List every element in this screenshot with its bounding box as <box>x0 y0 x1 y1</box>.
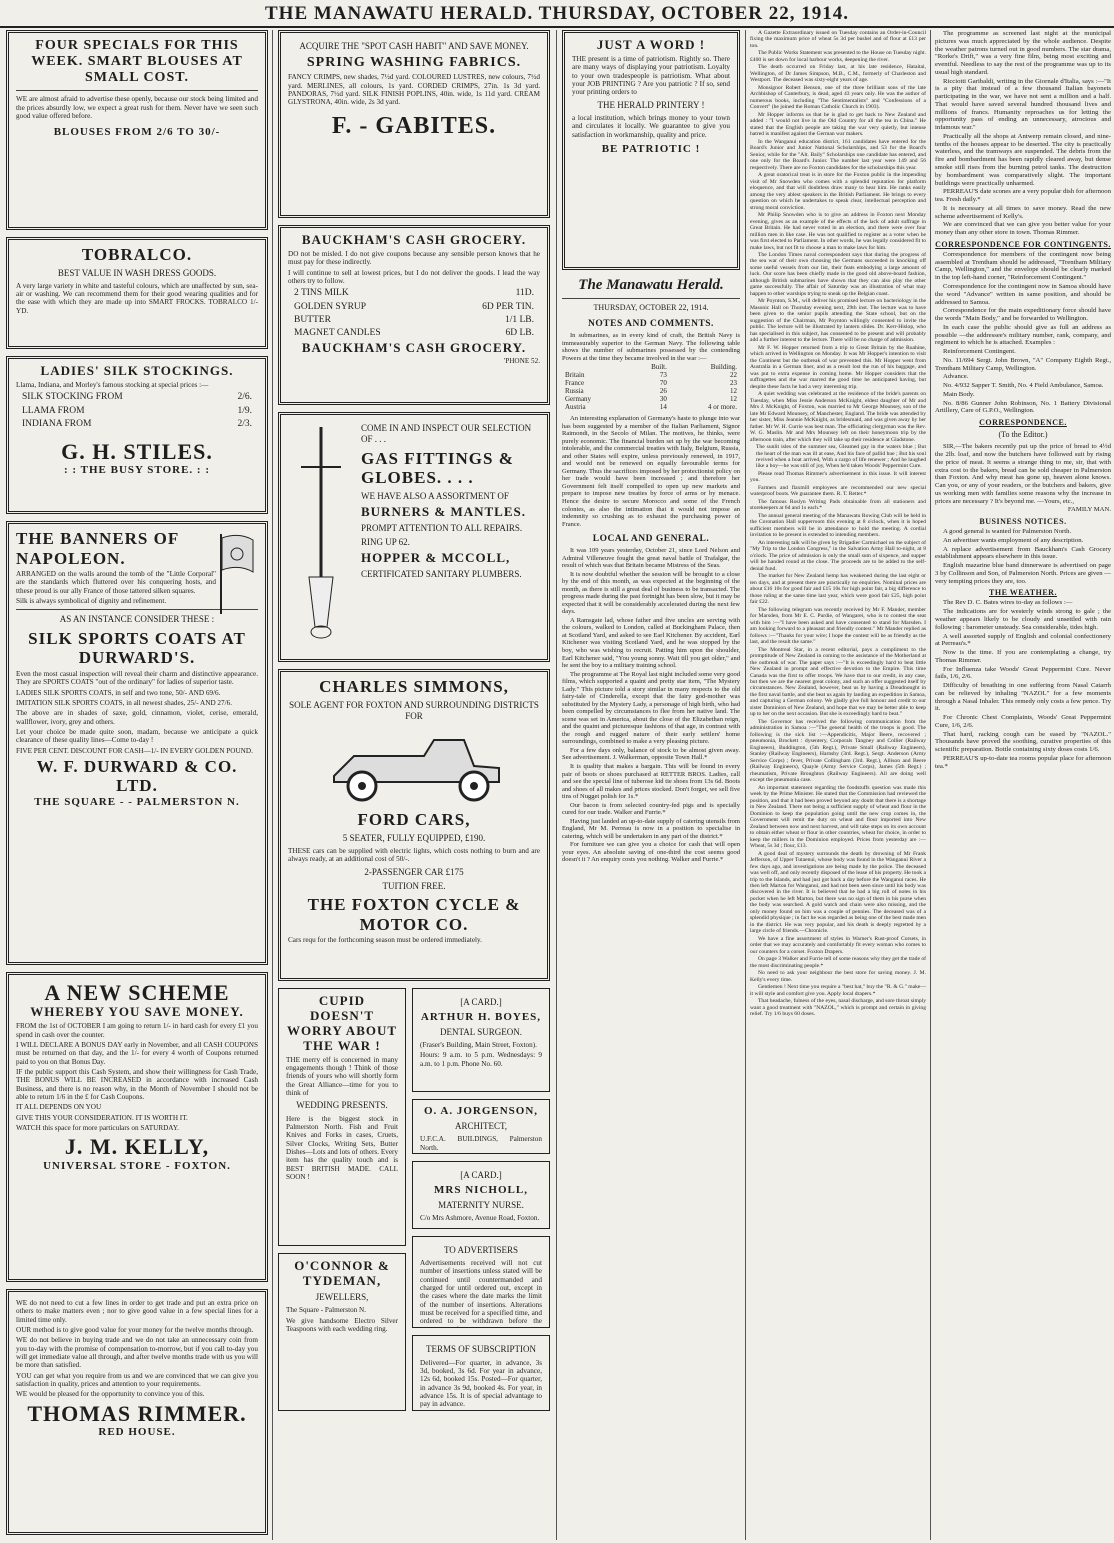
advertisers-body: Advertisements received will not cut number of insertions unless stated will be continued until countermanded and charged for until ordered out, except in the cases where the date marks the limit of the number of insertions. Alterations must be received for a specified time, and ordered to be withdrawn before the <box>420 1258 542 1326</box>
ad-hopper <box>278 412 550 662</box>
article-paragraph: We have a fine assortment of styles in Warner's Rust-proof Corsets, in order that we may accurately and comfortably fit every woman who comes to our counters for a corset. Foxton Drapers. <box>750 935 926 955</box>
bauckham-item: MAGNET CANDLES 6D LB. <box>294 328 534 339</box>
blouses-title: FOUR SPECIALS FOR THIS WEEK. SMART BLOUSES AT SMALL COST. <box>31 38 243 86</box>
weather-heading: THE WEATHER. <box>989 588 1057 598</box>
napoleon-body: Silk is always symbolical of dignity and refinement. <box>16 597 167 606</box>
article-paragraph: Monsignor Robert Benson, one of the three brilliant sons of the late Archbishop of Canterbury, is dead, aged 43 years only. He was the author of numerous books, including "The Sentimentalists" and "Confessions of a Convert" (he joined the Roman Catholic Church in 1903). <box>750 84 926 111</box>
ad-bauckham <box>278 225 550 405</box>
correspondence-sub: (To the Editor.) <box>998 430 1048 440</box>
article-paragraph: Mr Poynton, S.M., will deliver his promised lecture on bacteriology in the Masonic Hall on Thursday evening next, 29th inst. The lecture was to have been given to the senior pupils attending the State school, but on the suggestion of the Chairman, Mr Poynton willingly consented to invite the public. The lecture will be illustrated by lantern slides. Dr. Kerr-Hislop, who has specialised in this subject, has consented to be present and will probably add a further interest to the lecture. There will be no charge of admission. <box>750 298 926 344</box>
napoleon-title: THE BANNERS OF NAPOLEON. <box>16 529 179 568</box>
boyes-card: [A CARD.] <box>460 997 502 1007</box>
napoleon-body: Even the most casual inspection will reveal their charm and distinctive appearance. They are SPORTS COATS "out of the ordinary" for ladies of superior taste. <box>16 669 258 687</box>
article-paragraph: It is necessary at all times to save money. Read the new scheme advertisement of Kelly's. <box>935 204 1111 220</box>
hopper-text: COME IN AND INSPECT OUR SELECTION OF . . . <box>361 423 532 445</box>
article-paragraph: On page 3 Walker and Furrie tell of some reasons why they get the trade of the most discriminating people.* <box>750 956 926 969</box>
weather-paragraph: Now is the time. If you are contemplating a change, try Thomas Rimmer. <box>935 649 1111 664</box>
article-paragraph: The Governor has received the following communication from the administration in Samoa :—"The general health of the troops is good. The following is the sick list :—Appendicitis, Major Beere, recovered ; pneumonia, Brockett : dysentery, Corporals Tangney and Collier (Railway Engineers), Buddington, (5th Regt.), Private Small (Railway Engineers), Stanley (Railway Engineers), Harnsby (3rd. Regt.), Sergt. Anderson (Army Service Corps) ; fever, Private Collingham (3rd. Regt.), Allison and Beere (Railway Engineers), Quayle (Army Service Corps), James (5th Regt.) ; rheumatism, Private Broughton (Railway Engineers). All are doing well except the pneumonia case. <box>750 718 926 784</box>
notice-subscription <box>412 1335 550 1411</box>
justword-title: JUST A WORD ! <box>596 37 706 52</box>
bauckham-item: 2 TINS MILK 11D. <box>294 288 534 299</box>
business-notice: A replace advertisement from Bauckham's Cash Grocery establishment appears elsewhere in this issue. <box>935 545 1111 561</box>
article-paragraph: Correspondence for the main expeditionary force should have the words "Main Body," and be forwarded to Wellington. <box>935 307 1111 323</box>
kelly-title: A NEW SCHEME <box>44 980 230 1005</box>
justword-foot: BE PATRIOTIC ! <box>601 142 701 155</box>
correspondence-heading: CORRESPONDENCE. <box>979 418 1067 428</box>
notes-heading: NOTES AND COMMENTS. <box>588 319 714 329</box>
article-paragraph: Practically all the shops at Antwerp remain closed, and nine-tenths of the houses appear to be deserted. The city is practically waterless, and the tramways are suspended. The debris from the fire and bombardment has been rapidly cleared away, but dense smoke still rises from the burning petrol tanks. The destruction by bombardment was comparatively slight. The important buildings were practically unharmed. <box>935 132 1111 187</box>
hopper-text: RING UP 62. <box>361 537 410 548</box>
foxton-cycle-firm: THE FOXTON CYCLE & MOTOR CO. <box>307 895 521 934</box>
weather-paragraph: That hard, racking cough can be eased by "NAZOL." Thousands have proved the soothing, curative properties of this scientific preparation. Bottle containing sixty doses costs 1/6. <box>935 730 1111 754</box>
silk-item: LLAMA FROM 1/9. <box>22 405 252 416</box>
kelly-body: IT ALL DEPENDS ON YOU <box>16 1103 102 1112</box>
bauckham-title: BAUCKHAM'S CASH GROCERY. <box>301 232 527 247</box>
simmons-tuition: TUITION FREE. <box>382 880 446 891</box>
oconnor-sub: JEWELLERS, <box>315 1292 369 1303</box>
article-paragraph: In submarines, as in every kind of craft, the British Navy is immeasurably superior to the German Navy. The following table shows the number of submarines possessed by the contending Powers at the time they became involved in the war :— <box>562 332 740 362</box>
bauckham-phone: 'PHONE 52. <box>503 357 540 366</box>
ad-jorgenson <box>412 1099 550 1153</box>
kelly-name: J. M. KELLY, <box>64 1134 210 1160</box>
poem-paragraph: The sunlit isles of the summer sea, Gleamed gay in the waters blue ; But the heart of the man was ill at ease, And his face of pallid hue ; But his soul revived when a boat arrived, With a cargo of life renewer ; And he laughed like a boy—he was still of joy, When he'd taken Woods' Peppermint Cure. <box>756 444 926 470</box>
blouses-body: WE are almost afraid to advertise these openly, because our stock being limited and the prices absurdly low, we expect a great rush for them. Never have we seen such good value offered before. <box>16 95 258 120</box>
durward-address: THE SQUARE - - PALMERSTON N. <box>34 796 240 808</box>
blouses-price: BLOUSES FROM 2/6 TO 30/- <box>53 126 221 139</box>
oconnor-address: The Square - Palmerston N. <box>286 1306 367 1315</box>
article-paragraph: The London Times naval correspondent says that during the progress of the sea war of their own choosing the Germans succeeded in knocking off some useful vessels from our list, their feats embodying a large amount of luck. Our score has been chiefly made in the good old above-board fashion, although British submarines have shown that they can also play the other game successfully. The affair of Saturday was an illustration of what may happen to other warships trying to sneak up the Belgian coast. <box>750 251 926 297</box>
simmons-name: CHARLES SIMMONS, <box>319 677 509 696</box>
silk-title: LADIES' SILK STOCKINGS. <box>40 363 234 378</box>
hopper-burners: BURNERS & MANTLES. <box>361 503 526 519</box>
napoleon-body: The above are in shades of saxe, gold, cinnamon, violet, cerise, emerald, wallflower, ivory, grey and others. <box>16 709 258 726</box>
rimmer-body: OUR method is to give good value for your money for the twelve months through. <box>16 1326 254 1335</box>
article-paragraph: The market for New Zealand hemp has weakened during the last eight or ten days, and at present there are practically no enquiries. Nominal prices are about £16 10s for good fair and £15 10s for high point fair, a big difference to those ruling at the same time last year, which were good fair £25, high point fair £22. <box>750 573 926 606</box>
hopper-text: WE HAVE ALSO A ASSORTMENT OF <box>361 490 509 501</box>
article-paragraph: Mr F. W. Hopper returned from a trip to Great Britain by the Ruahine, which arrived in Wellington on Monday. It was Mr Hopper's intention to visit the Continent but the outbreak of war prevented this. Mr Hopper went from Australia in a German liner, and as a result lost the run of his baggage, and was put to extra expense in coming home. Mr Hopper considers that the suffragettes and the war marred the good time he anticipated having, but despite these facts he had a very interesting trip. <box>750 344 926 390</box>
column-divider <box>272 30 273 1540</box>
table-row: France 70 23 <box>565 379 737 388</box>
ad-silk-stockings <box>6 356 268 514</box>
boyes-hours: Hours: 9 a.m. to 5 p.m. Wednesdays: 9 a.m. to 1 p.m. Phone No. 60. <box>420 1051 542 1068</box>
simmons-two-passenger: 2-PASSENGER CAR £175 <box>364 866 464 877</box>
subscription-title: TERMS OF SUBSCRIPTION <box>425 1344 537 1355</box>
nicholl-name: MRS NICHOLL, <box>434 1184 528 1197</box>
business-notice: A good general is wanted for Palmerston North. <box>943 528 1072 536</box>
bauckham-body: I will continue to sell at lowest prices, but I do not deliver the goods. I lead the way others try to follow. <box>288 268 540 285</box>
boyes-name: ARTHUR H. BOYES, <box>420 1011 542 1024</box>
article-paragraph: The programme at The Royal last night included some very good films, which supported a quaint and pretty star item, "The Mystery Lady." This picture told a story similar in many respects to the old fairy-tale of Cinderella, except that the fairy god-mother was substituted by the Mystery Lady, a personage of high birth, who had been compelled by circumstances to flee from her native land. The scene was set in America, about the close of the Elizabethan reign, and the quaint and picturesque fashions of that age, in contrast with the rough and rugged nature of their early settlers' home surroundings, combined to make a very pleasing picture. <box>562 670 740 746</box>
column-divider <box>745 30 746 1540</box>
boyes-address: (Fraser's Building, Main Street, Foxton). <box>420 1041 537 1050</box>
article-paragraph: In each case the public should give as full an address as possible —the addressee's military number, rank, company, and regiment to which he is attached. Examples : <box>935 323 1111 347</box>
column-1 <box>6 30 268 1540</box>
napoleon-body: LADIES SILK SPORTS COATS, in self and two tone, 50/- AND 69/6. <box>16 688 221 697</box>
weather-paragraph: The Rev D. C. Bates wires to-day as follows :— <box>943 599 1073 607</box>
article-paragraph: That headache, fulness of the eyes, nasal discharge, and sore throat simply want a good treatment with "NAZOL," which is prompt and certain in giving relief. Try 1/6 buys 60 doses. <box>750 998 926 1018</box>
article-paragraph: A quiet wedding was celebrated at the residence of the bride's parents on Tuesday, when Miss Jessie Anderson McKnight, eldest daughter of Mr and Mrs J. McKnight, of Foxton, was married to Mr George Mounsey, son of the late Mr Edward Mounsey, of Manchester, England. The bride was attended by her sister, Miss Jeannie McKnight, as bridesmaid, and was given away by her father. Mr W. H. Currie was best man. The officiating clergyman was the Rev. W. G. Maslin. Mr and Mrs Mounsey left on their honeymoon trip by the afternoon train, after which they will take up their residence at Gladstone. <box>750 391 926 443</box>
justword-body: a local institution, which brings money to your town and circulates it locally. We guarantee to give you satisfaction in workmanship, quality and price. <box>572 113 730 139</box>
paper-title: The Manawatu Herald. <box>578 277 724 293</box>
kelly-body: I WILL DECLARE A BONUS DAY early in November, and all CASH COUPONS must be returned on that day, and the 1/- for every 4 worth of Coupons returned paid to you on that Bonus Day. <box>16 1040 258 1066</box>
article-paragraph: For a few days only, balance of stock to be almost given away. See advertisement. J. Walkerman, opposite Town Hall.* <box>562 746 740 762</box>
stiles-tag: : : THE BUSY STORE. : : <box>64 464 210 477</box>
nicholl-sub: MATERNITY NURSE. <box>438 1199 524 1210</box>
gabites-top: ACQUIRE THE "SPOT CASH HABIT" AND SAVE MONEY. <box>299 41 529 51</box>
ad-simmons <box>278 669 550 981</box>
ad-rimmer <box>6 1289 268 1535</box>
article-paragraph: It is now doubtful whether the session will be brought to a close by the end of this month, as was expected at the beginning of the month, as there is still a great deal of business to be transacted. The progress made during the past fortnight has been slow, but it may be expected that it will be considerably accelerated during the next few days. <box>562 570 740 616</box>
article-paragraph: A Gazette Extraordinary issued on Tuesday contains an Order-in-Council fixing the maximum price of wheat 5s 3d per bushel and of flour at £13 per ton. <box>750 30 926 49</box>
jorgenson-sub: ARCHITECT, <box>454 1121 508 1132</box>
table-row: Russia 26 12 <box>565 387 737 396</box>
kelly-body: WATCH this space for more particulars on SATURDAY. <box>16 1124 179 1133</box>
article-paragraph: A good deal of mystery surrounds the death by drowning of Mr Frank Jefferson, of Upper Tutaenui, whose body was found in the Wanganui River a few days ago, and investigations are being made by the police. The deceased was well off, and only recently disposed of the lease of his property. He took a trip to the Islands, and had just got back a day before the Wanganui races. He then left Marton for Wanganui, and had not been seen since until his body was discovered in the river. It is believed that he had a big roll of notes in his pocket when he left Marton, but there was no sign of them in his purse when the body was searched. A gold watch and chain were also missing, and the only money found on him was a couple of pennies. The deceased was of a splendid physique ; in fact he was regarded as being one of the best made men in the district. He was very popular, and his death is deeply regretted by a large circle of friends.—Chronicle. <box>750 850 926 935</box>
article-paragraph: An interesting talk will be given by Brigadier Carmichael on the subject of "My Trip to the London Congress," in the Salvation Army Hall to-night, at 8 o'clock. The price of admission is only the small sum of sixpence, and supper will be handed round at the close. The proceeds are to be added to the self-denial fund. <box>750 539 926 572</box>
ford-cars: FORD CARS, <box>357 810 471 830</box>
bauckham-footer: BAUCKHAM'S CASH GROCERY. <box>301 339 527 355</box>
rimmer-body: WE do not believe in buying trade and we do not take an unnecessary coin from you to-day with the promise of compensation to-morrow, but if you call to-day you will get immediate value all through, and after twelve months trade with us you will be more than satisfied. <box>16 1336 258 1370</box>
ad-cupid <box>278 988 406 1246</box>
ad-nicholl <box>412 1161 550 1229</box>
column-2 <box>278 30 550 1540</box>
ford-seater: 5 SEATER, FULLY EQUIPPED, £190. <box>342 832 486 843</box>
example-line: No. 4/932 Sapper T. Smith, No. 4 Field Ambulance, Samoa. <box>943 382 1104 390</box>
justword-body: THE present is a time of patriotism. Rightly so. There are many ways of displaying your patriotism. Loyalty to your own tradespeople is patriotism. What about your JOB PRINTING ? Are you patriotic ? If so, send your printing orders to <box>572 54 730 97</box>
article-paragraph: Mr Philip Snowden who is to give an address in Foxton next Monday evening, gives as an example of the effects of the lack of adult suffrage in Great Britain. He had never voted in an election, and there were over four million men in like case. He was not qualified to register as a voter when he was first elected to Parliament. In other words, he was legally considered fit to make laws, but not fit to choose a man to make laws for him. <box>750 212 926 251</box>
ad-row <box>278 988 550 1418</box>
silk-item: INDIANA FROM 2/3. <box>22 418 252 429</box>
hopper-gas-fittings: GAS FITTINGS & GLOBES. . . . <box>361 448 514 488</box>
example-line: Reinforcement Contingent. <box>943 348 1016 356</box>
table-row: Britain 73 22 <box>565 371 737 380</box>
bauckham-body: DO not be misled. I do not give coupons because any sensible person knows that he must pay for these indirectly. <box>288 249 540 267</box>
article-paragraph: It was 109 years yesterday, October 21, since Lord Nelson and Admiral Villeneuve fought the great naval battle of Trafalgar, the result of which was that Britain became Mistress of the Seas. <box>562 547 740 570</box>
article-paragraph: An interesting explanation of Germany's haste to plunge into war has been suggested by a member of the Italian Parliament, Signor Raimondi, in the Secolo of Milan. The motives, he thinks, were purely economic. The financial burden set up by the war becoming intolerable, and the commercial treaties with Italy, Belgium, Russia, and other States will expire, unless previously renewed, in 1917, and would not be renewed on equally favourable terms for Germany. Thus the sacrifices imposed by her protectionist policy on her trade would have been increased ; and therefore her Government felt itself compelled to open up new markets and prepare to impose new treaties by force of arms or by menace. Hence the desire to secure Morocco and some of the French colonies, as also the intimation that it would not impose an indemnity so crushing as to exhaust the purchasing power of France. <box>562 415 740 528</box>
gabites-name: F. - GABITES. <box>331 112 497 139</box>
stiles-name: G. H. STILES. <box>61 439 213 465</box>
tobralco-title: TOBRALCO. <box>81 245 193 264</box>
column-3 <box>562 30 740 1540</box>
ad-boyes <box>412 988 550 1092</box>
business-heading: BUSINESS NOTICES. <box>979 517 1067 527</box>
coats-title: SILK SPORTS COATS AT DURWARD'S. <box>28 628 246 668</box>
article-paragraph: For furniture we can give you a choice for cash that will open your eyes. An absolute saving of one-third the cost seems good doesn't it ? An enquiry costs you nothing. Walker and Furrie.* <box>562 841 740 864</box>
jorgenson-name: O. A. JORGENSON, <box>423 1105 539 1118</box>
article-paragraph: The death occurred on Friday last, at his late residence, Hataitai, Wellington, of Dr James Simpson, M.B., C.M., formerly of Charleston and Westport. The deceased was sixty-eight years of age. <box>750 64 926 84</box>
ad-col-left <box>278 988 406 1418</box>
kelly-subtitle: WHEREBY YOU SAVE MONEY. <box>30 1004 244 1020</box>
article-paragraph: Farmers and flaxmill employees are recommended our new special waterproof boots. We guarantee them. R. T. Retter.* <box>750 484 926 498</box>
nicholl-card: [A CARD.] <box>460 1169 502 1180</box>
article-paragraph: PERREAU'S date scones are a very popular dish for afternoon tea. Fresh daily.* <box>935 188 1111 204</box>
hopper-name: HOPPER & MCCOLL, <box>361 550 511 566</box>
ad-just-a-word <box>562 30 740 270</box>
rimmer-body: WE do not need to cut a few lines in order to get trade and put an extra price on others to make matters even ; nor to give good value in a few special lines for a limited time only. <box>16 1299 258 1324</box>
napoleon-body: ARRANGED on the walls around the tomb of the "Little Corporal" are the standards which fluttered over his conquering hosts, and tthese proud is our ally France of those tattered silken squares. <box>16 570 216 595</box>
column-divider <box>556 30 557 1540</box>
example-line: No. 8/86 Gunner John Robinson, No. 1 Battery Divisional Artillery, Care of G.P.O., Wellington. <box>935 399 1111 415</box>
rimmer-body: YOU can get what you require from us and we are convinced that we can give you satisfaction in quality, prices and attention to your requirements. <box>16 1371 258 1389</box>
cupid-body: Here is the biggest stock in Palmerston North. Fish and Fruit Knives and Forks in cases, Cruets, Silver Clocks, Writing Sets, Butter Dishes—Lots and lots of others. Every item has the quality touch and is BEST BRITISH MADE. CALL SOON ! <box>286 1114 398 1182</box>
article-paragraph: Correspondence for members of the contingent now being assembled at Trentham should be addressed, "Trentham Military Camp, Wellington," and the envelope should be clearly marked in the top left-hand corner, "Reinforcement Contingent." <box>935 250 1111 282</box>
submarine-table <box>562 363 740 411</box>
kelly-address: UNIVERSAL STORE - FOXTON. <box>43 1159 231 1172</box>
kelly-body: IF the public support this Cash System, and show their willingness for Cash Trade, THE BONUS WILL BE INCREASED in accordance with increased Cash Business, and there is no reason why, in the Month of November I should not be able to return 1/6 in the £ for Cash Coupons. <box>16 1067 258 1101</box>
silk-body: Llama, Indiana, and Morley's famous stocking at special prices :— <box>16 380 209 389</box>
article-paragraph: Mr Hopper informs us that he is glad to get back to New Zealand and added : "I would not live in the Old Country for all the tea in China." He stated that the English people are taking the war very quietly, but intense hatred is manifest against the German war makers. <box>750 111 926 138</box>
weather-paragraph: Difficulty of breathing in one suffering from Nasal Catarrh can be relieved by inhaling "NAZOL" for a few moments through a Nasal Inhaler. This remedy only costs a few pence. Try it. <box>935 682 1111 713</box>
column-divider <box>930 30 931 1540</box>
rimmer-body: WE would be pleased for the opportunity to convince you of this. <box>16 1390 205 1399</box>
jorgenson-address: U.F.C.A. BUILDINGS, Palmerston North. <box>420 1135 542 1152</box>
weather-paragraph: The indications are for westerly winds strong to gale ; the weather appears likely to be cloudy and unsettled with rain following : barometer unsteady. Sea considerable, tides high. <box>935 608 1111 631</box>
tobralco-sub: BEST VALUE IN WASH DRESS GOODS. <box>57 267 217 278</box>
ad-col-right <box>412 988 550 1418</box>
cupid-body: THE merry elf is concerned in many engagements though ! Think of those friends of yours who will shortly form the Great Alliance—time for you to think of <box>286 1055 398 1098</box>
boyes-sub: DENTAL SURGEON. <box>440 1026 522 1037</box>
silk-item: SILK STOCKING FROM 2/6. <box>22 392 252 403</box>
article-paragraph: An important statement regarding the foodstuffs question was made this week by the Prime Minister. He stated that the Commission had reviewed the position, and that it had been proved beyond any doubt that there is a shortage in New Zealand. There not being a sufficient supply of wheat and flour in the Dominion to keep the population going until the new crop comes in, the Government will remit the duty on wheat and flour imported into New Zealand between now and next harvest, and will take steps on its own account to obtain either wheat or flour in other countries, wheat for choice, in order to keep the millers in the Dominion employed. Prices from yesterday are :—Wheat, 5s 3d ; flour, £13. <box>750 784 926 850</box>
simmons-sub: SOLE AGENT FOR FOXTON AND SURROUNDING DISTRICTS FOR <box>289 699 539 721</box>
article-paragraph: The famous Roslyn Writing Pads obtainable from all stationers and storekeepers at 6d and 1s each.* <box>750 498 926 512</box>
subscription-body: Delivered—For quarter, in advance, 3s 3d, booked, 3s 6d. For year in advance, 12s 6d, booked 15s. Posted—For quarter, in advance 3s 9d, booked 4s. For year, in advance 15s. It is of special advantage to pay in advance. <box>420 1358 542 1409</box>
weather-paragraph: For Influenza take Woods' Great Peppermint Cure. Never fails, 1/6, 2/6. <box>935 665 1111 681</box>
article-paragraph: The Montreal Star, in a recent editorial, pays a compliment to the promptitude of New Zealand in coming to the assistance of the Motherland at the outbreak of war. The paper says :—"It is exceedingly hard to beat little New Zealand in prompt and effective devotion to the Empire. This time Canada was the first to offer troops. We have that to our credit, in any case, but then we are the nearest great colony, and such an offer suggested itself by circumstances. New Zealand, however, beat us by having a Dreadnought in the first naval battle, and she beat us again by landing an expedition in Samoa, and capturing a German colony. We gladly give full honour and credit to our sister Dominion of New Zealand, and hope that we may be better able to keep up to her on the next occasion. But she is exceedingly hard to beat." <box>750 646 926 718</box>
oconnor-body: We give handsome Electro Silver Teaspoons with each wedding ring. <box>286 1316 398 1334</box>
kelly-body: GIVE THIS YOUR CONSIDERATION. IT IS WORTH IT. <box>16 1113 188 1122</box>
advertisers-title: TO ADVERTISERS <box>443 1244 519 1255</box>
column-6 <box>935 30 1111 1540</box>
table-header-row: Built. Building. <box>651 363 737 372</box>
example-line: No. 11/694 Sergt. John Brown, "A" Company Eighth Regt., Trentham Military Camp, Wellington. <box>935 356 1111 372</box>
table-row: Germany 30 12 <box>565 395 737 404</box>
table-row: Austria 14 4 or more. <box>565 403 737 412</box>
article-paragraph: Correspondence for the contingent now in Samoa should have the word "Advance" written in same position, and should be addressed to Samoa. <box>935 282 1111 306</box>
letter-signature: FAMILY MAN. <box>1067 506 1111 514</box>
rimmer-address: RED HOUSE. <box>98 1426 176 1439</box>
ad-oconnor <box>278 1253 406 1411</box>
masthead: THE MANAWATU HERALD. THURSDAY, OCTOBER 22, 1914. <box>265 3 849 24</box>
contingents-heading: CORRESPONDENCE FOR CONTINGENTS. <box>935 239 1111 249</box>
article-paragraph: Our bacon is from selected country-fed pigs and is specially cured for our trade. Walker and Furrie.* <box>562 801 740 817</box>
notice-advertisers <box>412 1236 550 1329</box>
napoleon-instance: AS AN INSTANCE CONSIDER THESE : <box>59 614 215 625</box>
tobralco-body: A very large variety in white and tasteful colours, which are unaffected by sun, sea-air or washing. We can recommend them for their good wearing qualities and for the ease with which they are made up into SMART FROCKS. TOBRALCO 1/- YD. <box>16 281 258 315</box>
article-paragraph: We are convinced that we can give you better value for your money than any other store in town. Thomas Rimmer. <box>935 221 1111 237</box>
article-paragraph: The programme as screened last night at the municipal pictures was much appreciated by the whole audience. Despite the weather patrons turned out in good numbers. The star drama, "Rorke's Drift," was a very fine film, being most exciting and eventful. Needless to say the rest of the programme was up to its usual high standard. <box>935 30 1111 76</box>
ad-kelly <box>6 972 268 1282</box>
ad-gabites <box>278 30 550 218</box>
napoleon-flag-icon <box>213 530 257 616</box>
article-paragraph: In the Wanganui education district, 161 candidates have entered for the Board's Junior and Junior National Scholarships, and 53 for the Board's Senior, while for the "Alt. Baily" Scholarships one candidate has entered, and one only for the Board's Junior. The number last year were 149 and 56 respectively. There are no Foxton candidates for the scholarships this year. <box>750 138 926 171</box>
bauckham-item: GOLDEN SYRUP 6D PER TIN. <box>294 301 534 312</box>
masthead-rule <box>0 26 1114 28</box>
napoleon-body: FIVE PER CENT. DISCOUNT FOR CASH—1/- IN EVERY GOLDEN POUND. <box>16 746 253 755</box>
local-heading: LOCAL AND GENERAL. <box>592 534 710 545</box>
ad-tobralco <box>6 237 268 349</box>
bauckham-item: BUTTER 1/1 LB. <box>294 314 534 325</box>
cupid-wedding: WEDDING PRESENTS. <box>296 1100 388 1111</box>
article-paragraph: Having just landed an up-to-date supply of catering utensils from England, Mr M. Perreau is now in a position to specialise in catering, which will be undertaken in any part of the district.* <box>562 817 740 840</box>
article-paragraph: Please read Thomas Rimmer's advertisement in this issue. It will interest you. <box>750 470 926 484</box>
durward-firm: W. F. DURWARD & CO. LTD. <box>36 756 238 796</box>
column-4 <box>750 30 926 1540</box>
example-line: Main Body. <box>943 390 975 398</box>
article-paragraph: Ricciotti Garibaldi, writing in the Giornale d'Italia, says :—"It is a pity that instead of a few thousand Italian bayonets participating in the war, we have not sent a million and a half. That would have saved several hundred thousand lives and millions of francs. Humanity reproaches us for letting the opportunity pass of ending an unnecessary, atrocious and infamous war." <box>935 77 1111 132</box>
simmons-foot: Cars requ for the forthcoming season must be ordered immediately. <box>288 936 482 945</box>
article-paragraph: A Ramsgate lad, whose father and five uncles are serving with the colours, walked to London, called at Buckingham Palace, then at Scotland Yard, and asked to see Earl Kitchener. By accident, Earl Kitchener was visiting Scotland Yard, and he was stopped by the boy, who was wishing to recruit. Patting him upon the shoulder, Earl Kitchener said, "You young sonny. Wait till you get older," and he sent the boy to a military training school. <box>562 616 740 670</box>
article-paragraph: Gentlemen ! Next time you require a "best hat," buy the "R. & G." make—it will style and comfort give you. Apply local drapers.* <box>750 984 926 997</box>
article-paragraph: It is quality that makes a bargain. This will be found in every pair of boots or shoes purchased at RETTER BROS. Ladies, call and see the special line of tuberose kid tie shoes from 13s 6d. Boots and shoes of all makes and prices stocked. Don't forget, we sell five tins of Nugget polish for 1s.* <box>562 762 740 801</box>
article-paragraph: The following telegram was recently received by Mr F. Mander, member for Marsden, from Mr E. C. Purdie, of Wangarei, who is to contest the seat with him :—"I have been asked and have consented to stand for Marsden. I am looking forward to a pleasant and friendly contest." Mr Mander replied as follows :—"Thanks for your wire; I hope the contest will be as friendly as the last, and the result the same." <box>750 606 926 646</box>
example-line: Advance. <box>943 373 969 381</box>
article-paragraph: The Public Works Statement was presented to the House on Tuesday night. £400 is set down for local harbour works, deepening the river. <box>750 50 926 63</box>
cupid-title: CUPID DOESN'T WORRY ABOUT THE WAR ! <box>286 993 398 1053</box>
weather-paragraph: A well assorted supply of English and colonial confectionery at Perreau's.* <box>935 632 1111 648</box>
napoleon-body: IMITATION SILK SPORTS COATS, in all newest shades, 25/- AND 27/6. <box>16 698 233 707</box>
justword-office: THE HERALD PRINTERY ! <box>597 99 705 110</box>
ad-napoleon <box>6 521 268 965</box>
letter-body: SIR,—The bakers recently put up the price of bread to 4½d the 2lb. loaf, and now the butchers have followed suit by rising the price of meat. It seems a strange thing to me, sir, that with extra cost to the bakers, bread can be sold cheaper in Palmerston than Foxton. And why meat has gone up, heaven alone knows. Can you, or any of your readers, or the butchers and bakers, give us working men with families some reasons why the increase in prices are necessary ? It's beyond me. —Yours, etc., <box>935 443 1111 505</box>
business-notice: English mazarine blue band dinnerware is advertised on page 3 by Collinson and Son, of Palmerston North. Prices are given —very tempting prices they are, too. <box>935 562 1111 585</box>
oconnor-name: O'CONNOR & TYDEMAN, <box>294 1258 390 1289</box>
weather-paragraph: For Chronic Chest Complaints, Woods' Great Peppermint Cure, 1/6, 2/6. <box>935 714 1111 729</box>
ad-blouses <box>6 30 268 230</box>
simmons-body: THESE cars can be supplied with electric lights, which costs nothing to burn and are always ready, at an additional cost of 50/-. <box>288 846 540 864</box>
nicholl-address: C/o Mrs Ashmore, Avenue Road, Foxton. <box>420 1213 540 1222</box>
gabites-title: SPRING WASHING FABRICS. <box>306 55 522 71</box>
kelly-body: FROM the 1st of OCTOBER I am going to return 1/- in hard cash for every £1 you spend in cash over the counter. <box>16 1022 258 1039</box>
napoleon-body: Let your choice be made quite soon, madam, because we anticipate a quick clearance of these quality lines—Come to-day ! <box>16 727 258 745</box>
ford-car-icon <box>314 726 514 806</box>
article-paragraph: The annual general meeting of the Manawatu Rowing Club will be held in the Coronation Hall supperroom this evening at 8 o'clock, when it is hoped sufficient members will be in attendance to hold the meeting. A cordial invitation to be present is extended to intending members. <box>750 512 926 539</box>
gas-lamp-icon <box>291 427 351 647</box>
business-notice: An advertiser wants employment of any description. <box>943 536 1084 544</box>
paper-date: THURSDAY, OCTOBER 22, 1914. <box>593 303 709 312</box>
hopper-text: PROMPT ATTENTION TO ALL REPAIRS. <box>361 522 523 533</box>
gabites-body: FANCY CRIMPS, new shades, 7½d yard. COLOURED LUSTRES, new colours, 7½d yard. MERLINES, all colours, 1s yard. CORDED CRIMPS, 27in. 1s 3d yard. PANDORAS, 7½d yard. SILK FINISH POPLINS, 40in. wide, 1s 11d yard. CREAM GLYSTRONA, 40in. wide, 2s 3d yard. <box>288 73 540 107</box>
weather-paragraph: PERREAU'S up-to-date tea rooms popular place for afternoon tea.* <box>935 755 1111 770</box>
rimmer-name: THOMAS RIMMER. <box>27 1400 247 1426</box>
article-paragraph: A great oratorical treat is in store for the Foxton public in the impending visit of Mr Snowden who comes with a splendid reputation for platform eloquence, and that will doubtless draw many to hear him. He ranks easily among the very ablest speakers in the British Parliament. He brings to every question on which he undertakes to speak clear, intellectual perception and strong moral conviction. <box>750 172 926 211</box>
hopper-sub: CERTIFICATED SANITARY PLUMBERS. <box>361 569 522 580</box>
article-paragraph: No need to ask your neighbour the best store for saving money. J. M. Kelly's every time. <box>750 970 926 983</box>
